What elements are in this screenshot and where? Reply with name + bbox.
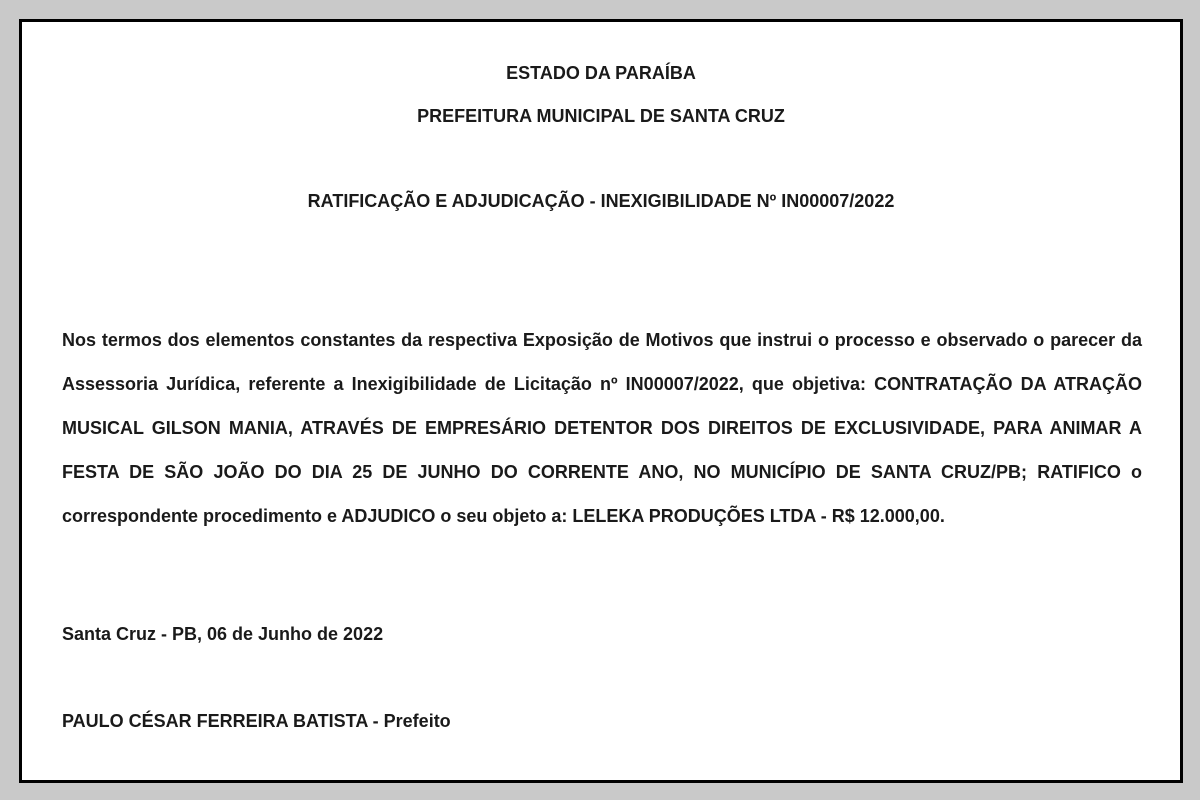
official-notice	[22, 22, 1180, 780]
notice-body: Nos termos dos elementos constantes da respectiva Exposição de Motivos que instrui o processo e observado o parecer da Assessoria Jurídica, referente a Inexigibilidade de Licitação nº IN00007/2022, que objetiva: CONTRATAÇÃO DA ATRAÇÃO MUSICAL GILSON MANIA, ATRAVÉS DE EMPRESÁRIO DETENTOR DOS DIREITOS DE EXCLUSIVIDADE, PARA ANIMAR A FESTA DE SÃO JOÃO DO DIA 25 DE JUNHO DO CORRENTE ANO, NO MUNICÍPIO DE SANTA CRUZ/PB; RATIFICO o correspondente procedimento e ADJUDICO o seu objeto a: LELEKA PRODUÇÕES LTDA - R$ 12.000,00.	[62, 330, 1142, 526]
municipality-header: PREFEITURA MUNICIPAL DE SANTA CRUZ	[417, 106, 785, 126]
place-date: Santa Cruz - PB, 06 de Junho de 2022	[62, 624, 384, 644]
notice-title: RATIFICAÇÃO E ADJUDICAÇÃO - INEXIGIBILIDADE Nº IN00007/2022	[307, 191, 895, 211]
signature-line: PAULO CÉSAR FERREIRA BATISTA - Prefeito	[62, 711, 451, 731]
state-header: ESTADO DA PARAÍBA	[506, 63, 696, 83]
document-frame	[19, 19, 1183, 783]
